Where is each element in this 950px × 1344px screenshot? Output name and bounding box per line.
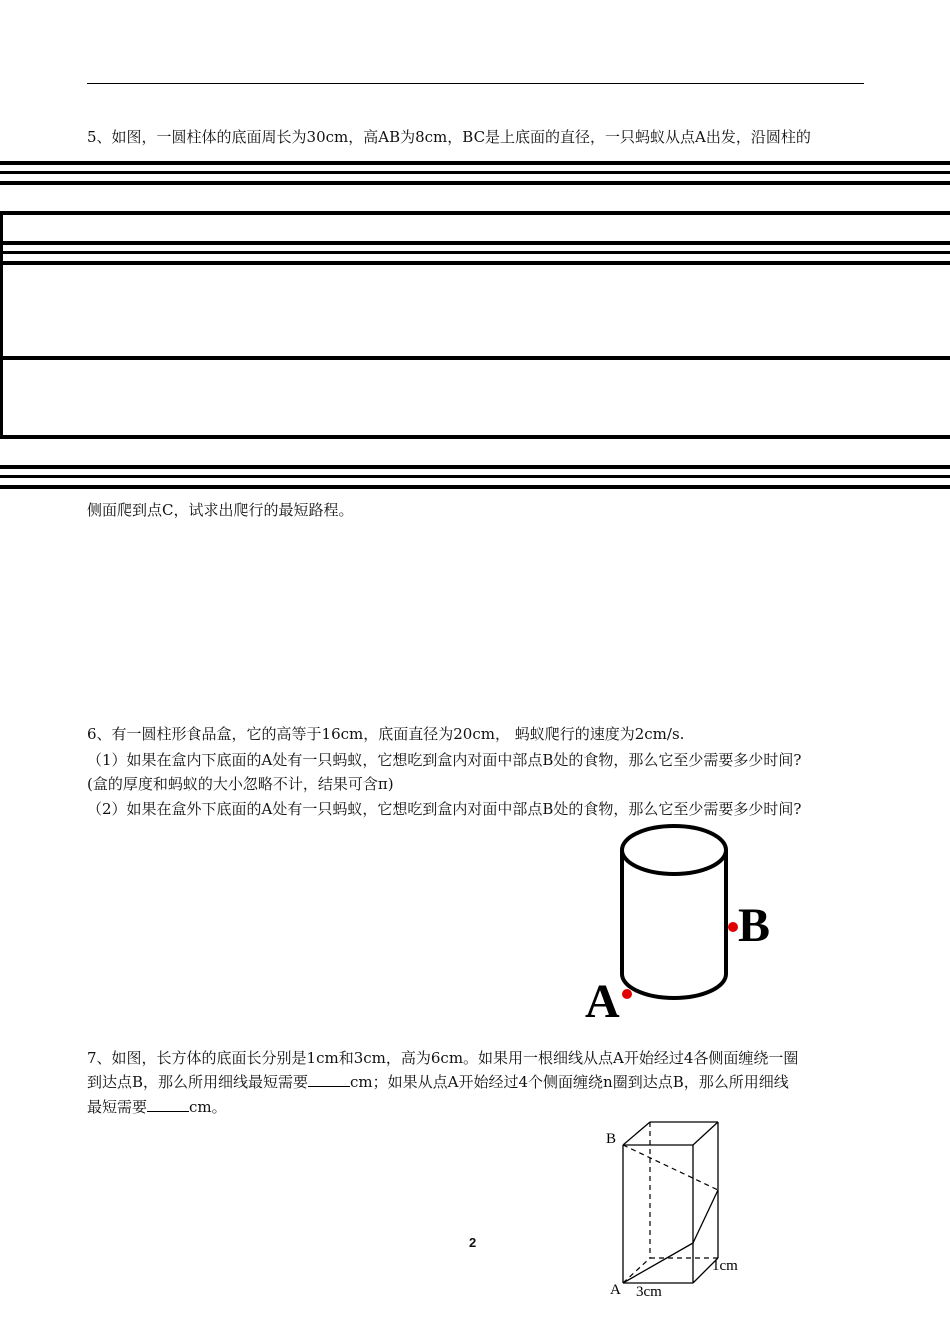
q5-line1: 5、如图，一圆柱体的底面周长为30cm，高AB为8cm，BC是上底面的直径，一只蚂蚁从点A出发，沿圆柱的 <box>87 128 811 146</box>
cuboid-label-1cm: 1cm <box>712 1258 738 1274</box>
q7-line3-part-a: 最短需要 <box>87 1098 148 1116</box>
q6-intro: 6、有一圆柱形食品盒，它的高等于16cm，底面直径为20cm， 蚂蚁爬行的速度为2cm/s. <box>87 725 685 743</box>
cylinder-shape <box>622 826 726 998</box>
cuboid-figure <box>600 1115 760 1305</box>
q5-line2: 侧面爬到点C，试求出爬行的最短路程。 <box>87 501 354 519</box>
cuboid-label-b: B <box>606 1131 617 1147</box>
q7-line2-part-b: cm；如果从点A开始经过4个侧面缠绕n圈到达点B，那么所用细线 <box>350 1073 789 1091</box>
q6-part1-note: (盒的厚度和蚂蚁的大小忽略不计，结果可含π) <box>87 775 394 793</box>
q7-line3 <box>87 1096 227 1118</box>
q6-part2: （2）如果在盒外下底面的A处有一只蚂蚁，它想吃到盒内对面中部点B处的食物，那么它至少需要多少时间? <box>87 800 802 818</box>
answer-blank-2 <box>147 1111 189 1112</box>
label-b: B <box>738 899 771 952</box>
q6-part1: （1）如果在盒内下底面的A处有一只蚂蚁，它想吃到盒内对面中部点B处的食物，那么它至少需要多少时间? <box>87 751 802 769</box>
cylinder-figure <box>580 820 790 1030</box>
answer-blank-1 <box>308 1086 350 1087</box>
q7-line2-part-a: 到达点B，那么所用细线最短需要 <box>87 1073 309 1091</box>
header-rule <box>87 83 864 84</box>
cuboid-label-3cm: 3cm <box>636 1284 662 1300</box>
label-a: A <box>585 975 620 1028</box>
page-number: 2 <box>469 1235 477 1250</box>
point-b-marker <box>728 922 738 932</box>
q7-line3-part-b: cm。 <box>189 1098 227 1116</box>
cuboid-edges <box>623 1122 718 1283</box>
cuboid-label-a: A <box>610 1282 621 1298</box>
point-a-marker <box>622 989 632 999</box>
q7-line2 <box>87 1071 789 1093</box>
cuboid-hidden-edges <box>623 1122 718 1283</box>
q7-line1: 7、如图，长方体的底面长分别是1cm和3cm，高为6cm。如果用一根细线从点A开始经过4各侧面缠绕一圈 <box>87 1049 799 1067</box>
